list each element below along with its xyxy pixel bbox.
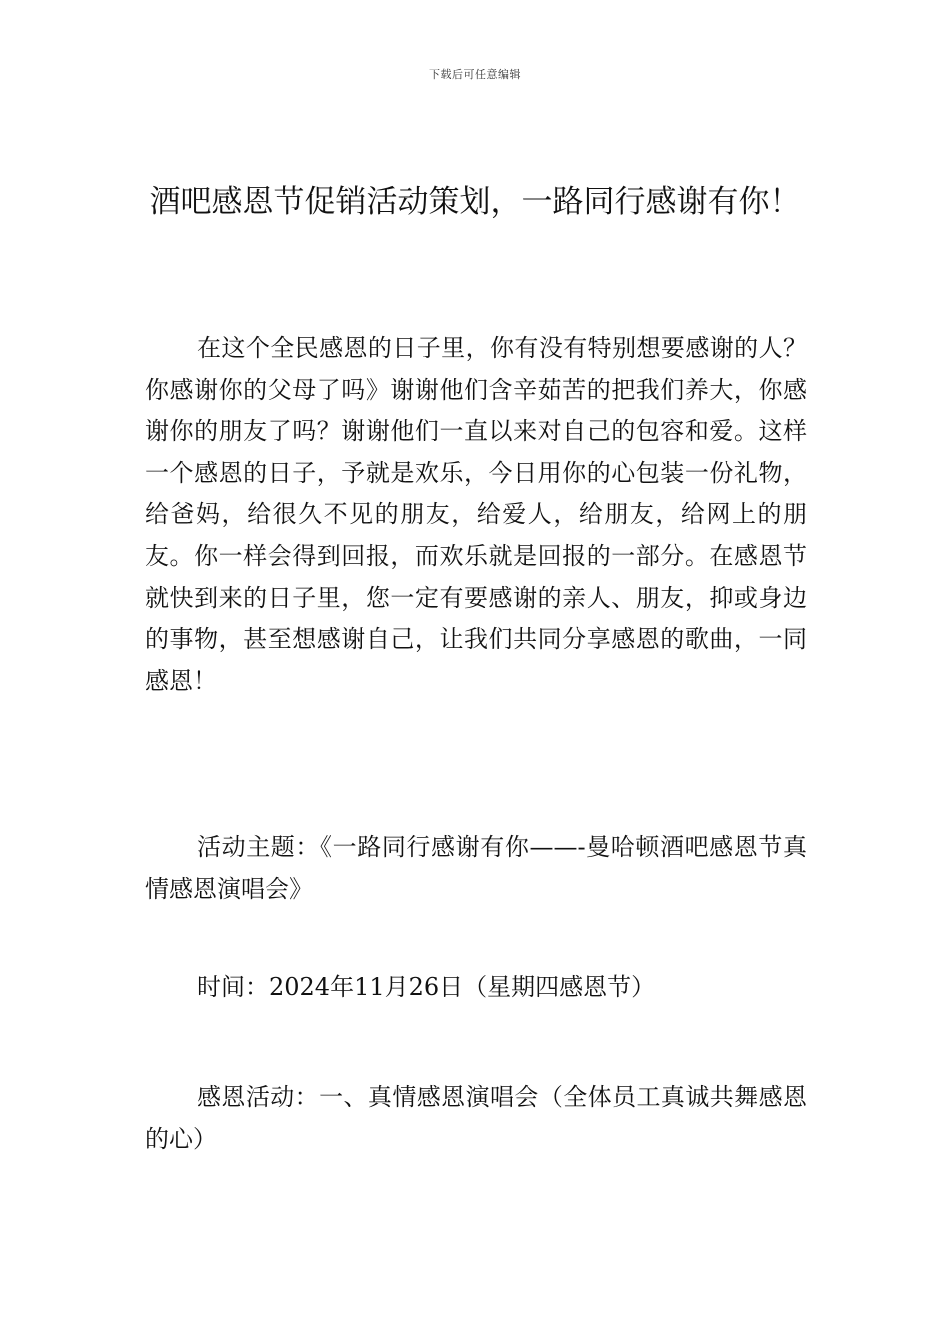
- intro-paragraph: 在这个全民感恩的日子里，你有没有特别想要感谢的人？你感谢你的父母了吗》谢谢他们含辛茹苦的把我们养大，你感谢你的朋友了吗？谢谢他们一直以来对自己的包容和爱。这样一个感恩的日子，予就是欢乐，今日用你的心包装一份礼物，给爸妈，给很久不见的朋友，给爱人，给朋友，给网上的朋友。你一样会得到回报，而欢乐就是回报的一部分。在感恩节就快到来的日子里，您一定有要感谢的亲人、朋友，抑或身边的事物，甚至想感谢自己，让我们共同分享感恩的歌曲，一同感恩！: [145, 334, 807, 695]
- header-note: 下载后可任意编辑: [429, 68, 521, 81]
- time-paragraph: 时间：2024年11月26日（星期四感恩节）: [197, 973, 656, 1001]
- theme-paragraph: 活动主题：《一路同行感谢有你——-曼哈顿酒吧感恩节真情感恩演唱会》: [145, 833, 807, 903]
- activity-paragraph: 感恩活动：一、真情感恩演唱会（全体员工真诚共舞感恩的心）: [145, 1083, 807, 1153]
- document-title: 酒吧感恩节促销活动策划，一路同行感谢有你！: [149, 184, 801, 220]
